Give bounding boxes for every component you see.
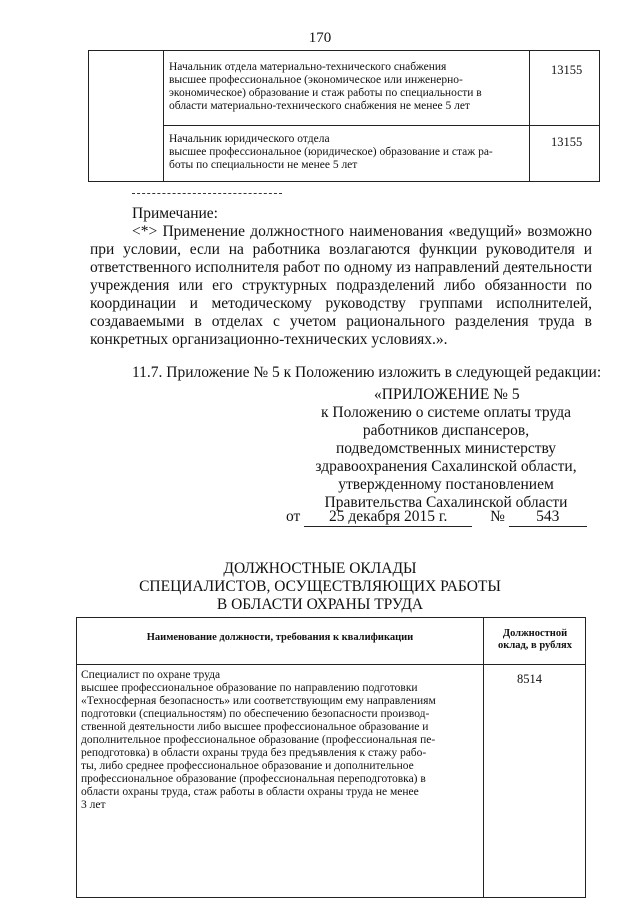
table-divider (163, 51, 164, 181)
column-header-salary (483, 628, 587, 652)
section-heading-line: ДОЛЖНОСТНЫЕ ОКЛАДЫ (223, 560, 417, 577)
header-line: оклад, в рублях (498, 640, 572, 651)
row-text-line: Начальник отдела материально-технического снабжения (169, 61, 447, 73)
row-text-line: области охраны труда, стаж работы в области охраны труда не менее (81, 786, 419, 798)
row-text-line: высшее профессиональное (юридическое) образование и стаж ра- (169, 146, 493, 158)
note-paragraph (90, 223, 592, 349)
section-heading-line: СПЕЦИАЛИСТОВ, ОСУЩЕСТВЛЯЮЩИХ РАБОТЫ (139, 578, 501, 595)
document-date-line (286, 508, 587, 527)
salary-value: 13155 (551, 63, 583, 77)
table-row (169, 133, 525, 172)
row-text-line: высшее профессиональное образование по направлению подготовки (81, 682, 418, 694)
row-text-line: боты по специальности не менее 5 лет (169, 159, 358, 171)
row-text-line: ты, либо среднее профессиональное образование и дополнительное (81, 760, 414, 772)
table-divider (163, 125, 599, 126)
row-text-line: ственной деятельности либо высшее профессиональное образование и (81, 721, 429, 733)
appendix-line: утвержденному постановлением (338, 476, 554, 493)
item-paragraph: 11.7. Приложение № 5 к Положению изложить в следующей редакции: (132, 364, 602, 381)
row-text-line: экономическое) образование и стаж работы по специальности в (169, 87, 482, 99)
row-text-line: профессиональное образование (профессиональная переподготовка) в (81, 773, 426, 785)
row-text-line: Начальник юридического отдела (169, 133, 330, 145)
column-header-position: Наименование должности, требования к квалификации (146, 632, 414, 643)
appendix-line: подведомственных министерству (335, 440, 557, 457)
section-heading-line: В ОБЛАСТИ ОХРАНЫ ТРУДА (216, 596, 424, 613)
note-text: <*> Применение должностного наименования «ведущий» возможно при условии, если на работника возлагаются функции руководителя и ответственного исполнителя работ по одному из направлений деятельности учреждения или его структурных подразделений либо обязанности по координации и методическому руководству группами исполнителей, создаваемыми в отделах с учетом рационального разделения труда в конкретных организационно-технических условиях.». (90, 223, 592, 348)
table-divider (529, 51, 530, 181)
row-text-line: «Техносферная безопасность» или соответствующим ему направлениям (81, 695, 436, 707)
document-date: 25 декабря 2015 г. (304, 508, 472, 527)
appendix-line: здравоохранения Сахалинской области, (315, 458, 577, 475)
appendix-line: к Положению о системе оплаты труда (321, 404, 571, 421)
appendix-line: Правительства Сахалинской области (324, 494, 568, 511)
row-text-line: Специалист по охране труда (81, 669, 221, 681)
appendix-line: «ПРИЛОЖЕНИЕ № 5 (374, 386, 520, 403)
row-text-line: реподготовка) в области охраны труда без предъявления к стажу рабо- (81, 747, 427, 759)
note-label: Примечание: (132, 205, 218, 222)
salary-value: 8514 (517, 672, 542, 686)
table-divider (77, 664, 585, 665)
top-table (88, 50, 600, 182)
row-text-line: высшее профессиональное (экономическое или инженерно- (169, 74, 463, 86)
page-number: 170 (308, 30, 332, 46)
from-label: от (286, 508, 301, 525)
row-text-line: дополнительное профессиональное образование (профессиональная пе- (81, 734, 436, 746)
table-divider (483, 618, 484, 897)
number-label: № (490, 508, 505, 525)
appendix-line: работников диспансеров, (362, 422, 530, 439)
salary-table (76, 617, 586, 898)
table-row (81, 669, 481, 812)
header-line: Должностной (502, 628, 568, 639)
row-text-line: подготовки (специальностям) по обеспечению безопасности производ- (81, 708, 430, 720)
footnote-divider (132, 193, 282, 194)
row-text-line: 3 лет (81, 799, 106, 811)
row-text-line: области материально-технического снабжения не менее 5 лет (169, 100, 470, 112)
document-number: 543 (509, 508, 587, 527)
appendix-block (298, 386, 594, 512)
table-row (169, 61, 525, 113)
salary-value: 13155 (551, 135, 583, 149)
